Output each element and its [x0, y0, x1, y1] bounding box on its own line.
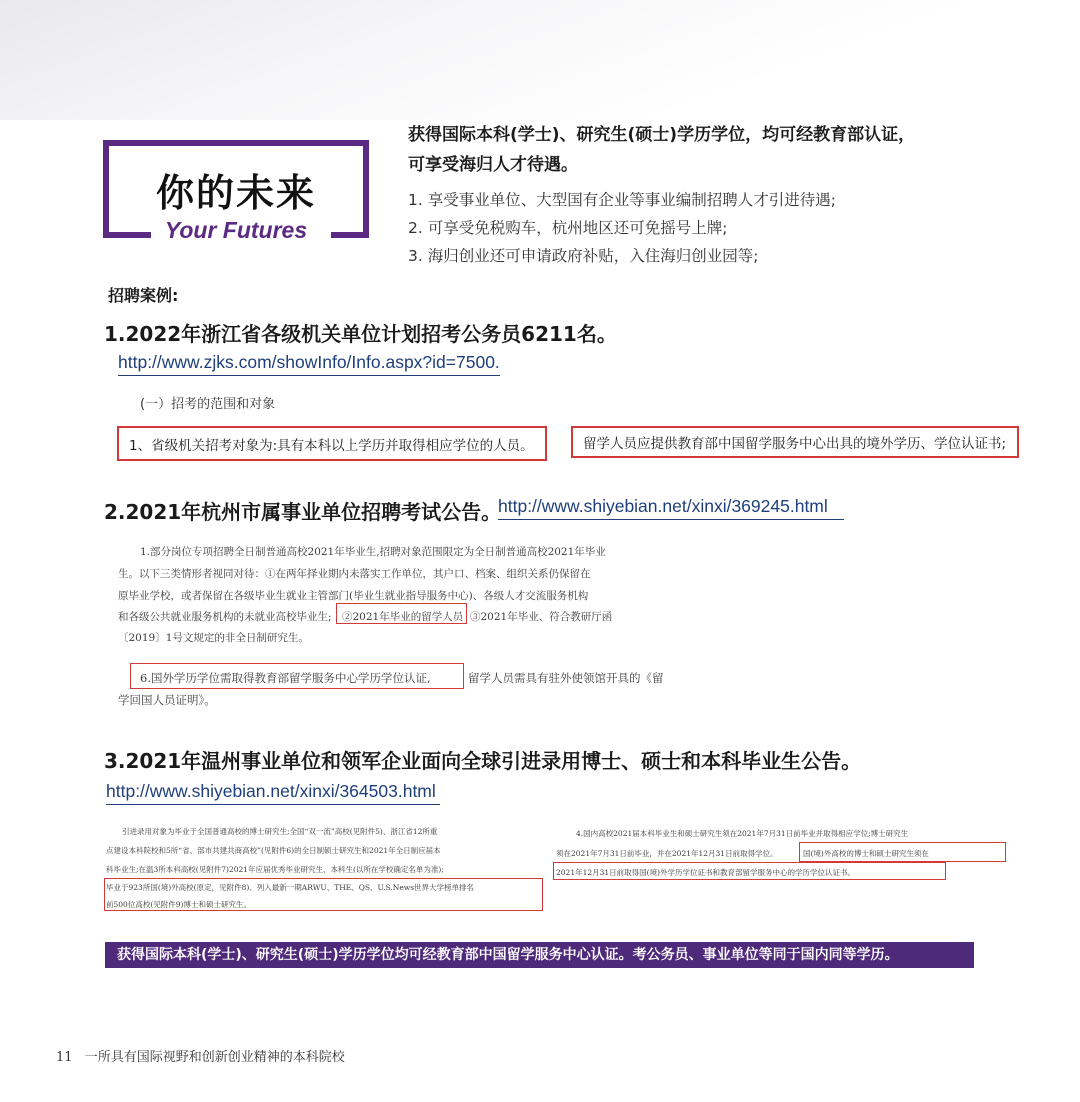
page-number: 11 [56, 1050, 73, 1065]
doc-highlight-text: 6.国外学历学位需取得教育部留学服务中心学历学位认证, [140, 671, 431, 685]
case3-link[interactable]: http://www.shiyebian.net/xinxi/364503.html [106, 781, 440, 805]
doc-line: ③2021年毕业、符合教研厅函 [470, 611, 613, 623]
benefits-list [408, 186, 1048, 270]
case1-highlight-left: 1、省级机关招考对象为:具有本科以上学历并取得相应学位的人员。 [117, 426, 547, 461]
doc-line: 4.国内高校2021届本科毕业生和硕士研究生须在2021年7月31日前毕业并取得相应学位;博士研究生 [576, 829, 909, 838]
doc-line: 须在2021年7月31日前毕业，并在2021年12月31日前取得学位。 [556, 849, 778, 858]
background-shade [0, 0, 1080, 120]
case2-title: 2.2021年杭州市属事业单位招聘考试公告。 [104, 500, 502, 524]
list-item: 1. 享受事业单位、大型国有企业等事业编制招聘人才引进待遇; [408, 191, 836, 209]
footer-slogan: 一所具有国际视野和创新创业精神的本科院校 [84, 1050, 345, 1065]
page-footer [56, 1046, 345, 1065]
doc-line: 引进录用对象为毕业于全国普通高校的博士研究生;全国“双一流”高校(见附件5)、浙江省12所重 [122, 827, 438, 836]
doc-line: 点建设本科院校和5所“省、部市共建共商高校”(见附件6)的全日制硕士研究生和2021年全日制应届本 [106, 846, 441, 855]
doc-highlight-text: 国(境)外高校的博士和硕士研究生须在 [803, 849, 929, 858]
case1-link[interactable]: http://www.zjks.com/showInfo/Info.aspx?id=7500. [118, 352, 500, 376]
doc-highlight-text: 毕业于923所国(境)外高校(原定，见附件8)、列入最新一期ARWU、THE、QS、U.S.News世界大学榜单排名 [106, 883, 475, 892]
doc-line: 生。以下三类情形者视同对待：①在两年择业期内未落实工作单位，其户口、档案、组织关系仍保留在 [118, 568, 591, 580]
doc-line: 〔2019〕1号文规定的非全日制研究生。 [118, 632, 309, 644]
case1-subheading: (一）招考的范围和对象 [140, 397, 276, 412]
doc-line: 1.部分岗位专项招聘全日制普通高校2021年毕业生,招聘对象范围限定为全日制普通高校2021年毕业 [140, 546, 606, 558]
list-item: 2. 可享受免税购车，杭州地区还可免摇号上牌; [408, 219, 728, 237]
doc-line: 学回国人员证明》。 [118, 693, 216, 707]
case3-title: 3.2021年温州事业单位和领军企业面向全球引进录用博士、硕士和本科毕业生公告。 [104, 749, 862, 773]
section-title-box [103, 140, 369, 243]
doc-highlight-text: ②2021年毕业的留学人员 [342, 611, 464, 623]
doc-highlight-text: 前500位高校(见附件9)博士和硕士研究生。 [106, 900, 251, 909]
doc-line: 留学人员需具有驻外使领馆开具的《留 [468, 671, 664, 685]
case2-link[interactable]: http://www.shiyebian.net/xinxi/369245.html [498, 496, 844, 520]
summary-banner: 获得国际本科(学士)、研究生(硕士)学历学位均可经教育部中国留学服务中心认证。考公务员、事业单位等同于国内同等学历。 [105, 942, 974, 968]
doc-line: 和各级公共就业服务机构的未就业高校毕业生; [118, 611, 332, 623]
case1-highlight-right: 留学人员应提供教育部中国留学服务中心出具的境外学历、学位认证书; [571, 426, 1019, 458]
doc-line: 原毕业学校，或者保留在各级毕业生就业主管部门(毕业生就业指导服务中心)、各级人才交流服务机构 [118, 590, 589, 602]
doc-line: 科毕业生;在温3所本科高校(见附件7)2021年应届优秀毕业研究生、本科生(以所在学校确定名单为准); [106, 865, 444, 874]
cases-label: 招聘案例: [108, 286, 179, 305]
list-item: 3. 海归创业还可申请政府补贴，入住海归创业园等; [408, 247, 759, 265]
doc-highlight-text: 2021年12月31日前取得国(境)外学历学位证书和教育部留学服务中心的学历学位认证书。 [556, 868, 856, 877]
title-english: Your Futures [164, 217, 308, 243]
case1-title: 1.2022年浙江省各级机关单位计划招考公务员6211名。 [104, 322, 617, 346]
intro-heading: 获得国际本科(学士)、研究生(硕士)学历学位，均可经教育部认证， 可享受海归人才待遇。 [408, 125, 916, 175]
title-chinese: 你的未来 [155, 171, 316, 215]
